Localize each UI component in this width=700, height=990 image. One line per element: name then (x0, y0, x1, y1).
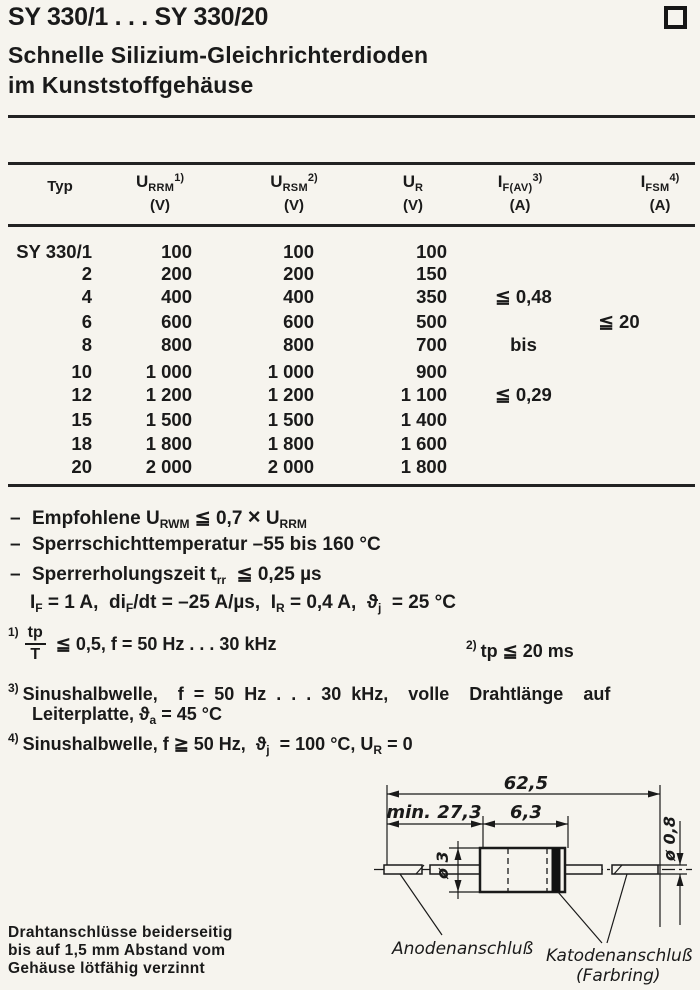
cathode-color-band (552, 848, 561, 892)
multiply-icon: × (247, 504, 261, 529)
dim-lead-dia-label: ø 0,8 (660, 816, 679, 861)
cathode-lead-outer (612, 865, 658, 874)
anode-leader-line (400, 874, 442, 935)
cathode-lead-inner (565, 865, 602, 874)
corner-square-icon (664, 6, 687, 29)
dim-body-label: 6,3 (510, 802, 542, 823)
table-row: 20 2 000 2 000 1 800 (71, 456, 447, 477)
col-unit-urrm: (V) (150, 197, 170, 214)
cathode-terminal-label: Katodenanschluß (546, 946, 693, 966)
col-unit-ifav: (A) (509, 197, 531, 214)
col-header-typ (30, 178, 90, 195)
anode-terminal-label: Anodenanschluß (392, 939, 534, 959)
table-row: 4 400 400 350 ≦ 0,48 (81, 286, 552, 307)
footnote-2: $^{2)}$ tp ≦ 20 ms (466, 638, 574, 661)
anode-lead-outer (384, 865, 422, 874)
footnote-3-line1: $^{3)}$ Sinushalbwelle, f = 50 Hz . . . 30 kHz, volle Drahtlänge auf (8, 681, 611, 704)
table-row: 2 200 200 150 (81, 263, 447, 284)
note-recommended-urwm: – Empfohlene $U_{RWM}$ ≦ $0,7 \times U_{RRM}$ (10, 504, 307, 531)
note-reverse-recovery: – Sperrerholungszeit $t_{rr}$ ≦ 0,25 µs (10, 564, 322, 587)
footnote-4: $^{4)}$ Sinushalbwelle, f ≧ 50 Hz, $ϑ_j = 100$ °C, $U_R = 0$ (8, 731, 413, 757)
note-test-conditions: $I_F = 1$ A, $di_F/dt = -25$ A/µs, $I_R = 0,4$ A, $ϑ_j = 25$ °C (30, 592, 456, 615)
note-junction-temperature: – Sperrschichttemperatur –55 bis 160 °C (10, 534, 381, 555)
solderability-note-line2: bis auf 1,5 mm Abstand vom (8, 942, 226, 959)
col-header-ursm: $U_{RSM}^{2)}$ (V) (242, 172, 346, 214)
col-unit-ifsm: (A) (649, 197, 671, 214)
table-bottom-rule (8, 484, 695, 487)
col-unit-ursm: (V) (284, 197, 304, 214)
col-header-ifav: $I_{F(AV)}^{3)}$ (A) (462, 172, 578, 214)
dim-body-dia-label: ø 3 (433, 851, 452, 879)
subtitle-line-1: Schnelle Silizium-Gleichrichterdioden (8, 42, 429, 68)
dim-overall-label: 62,5 (503, 773, 549, 794)
table-row: 6 600 600 500 ≦ 20 (81, 311, 640, 332)
arrowhead (483, 821, 495, 828)
arrowhead (455, 880, 462, 892)
tp-over-T-fraction: $\frac{tp}{T}$ (25, 625, 46, 663)
arrowhead (677, 874, 684, 886)
table-row: SY 330/1 100 100 100 (16, 241, 447, 262)
solderability-note-line1: Drahtanschlüsse beiderseitig (8, 924, 233, 941)
solderability-note (8, 924, 233, 978)
cathode-leader-line (558, 892, 602, 943)
table-row: 12 1 200 1 200 1 100 ≦ 0,29 (71, 384, 552, 405)
cathode-leader-line (607, 874, 627, 943)
table-top-rule (8, 162, 695, 165)
table-row: 8 800 800 700 bis (81, 334, 537, 355)
col-header-urrm: $U_{RRM}^{1)}$ (V) (108, 172, 212, 214)
arrowhead (556, 821, 568, 828)
package-outline-drawing (330, 773, 700, 990)
arrowhead (455, 848, 462, 860)
solderability-note-line3: Gehäuse lötfähig verzinnt (8, 960, 205, 977)
footnote-1: 1) $\frac{tp}{T}$ ≦ 0,5, f = 50 Hz . . . 30 kHz (8, 624, 277, 663)
subtitle-line-2: im Kunststoffgehäuse (8, 72, 254, 98)
footnote-3-line2: Leiterplatte, $ϑ_a = 45$ °C (32, 704, 222, 727)
arrowhead (648, 791, 660, 798)
table-header-rule (8, 224, 695, 227)
page-title: SY 330/1 . . . SY 330/20 (8, 3, 269, 31)
cathode-colorband-label: (Farbring) (576, 966, 661, 986)
header-divider (8, 115, 695, 118)
dim-lead-label: min. 27,3 (386, 802, 482, 823)
col-unit-ur: (V) (403, 197, 423, 214)
arrowhead (387, 791, 399, 798)
col-header-ifsm: $I_{FSM}^{4)}$ (A) (600, 172, 700, 214)
table-row: 10 1 000 1 000 900 (71, 361, 447, 382)
table-row: 15 1 500 1 500 1 400 (71, 409, 447, 430)
table-row: 18 1 800 1 800 1 600 (71, 433, 447, 454)
col-header-ur: $U_R$ (V) (368, 172, 458, 214)
col-header-typ-label: Typ (47, 178, 73, 195)
